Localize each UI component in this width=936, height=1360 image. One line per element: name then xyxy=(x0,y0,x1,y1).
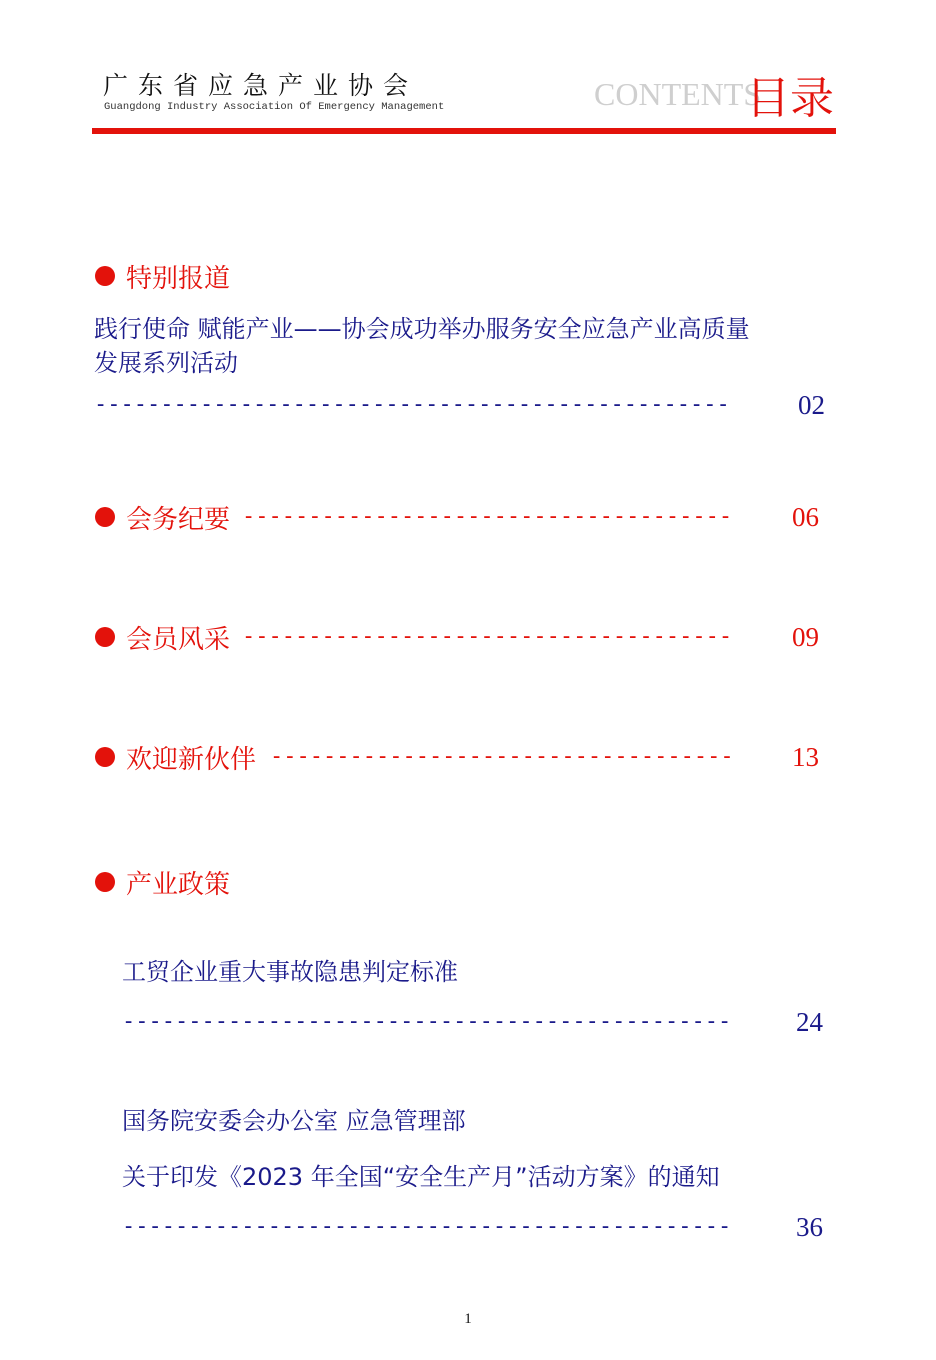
toc-leader-dashes: ----------------------------------- xyxy=(270,744,734,769)
toc-leader-dashes: ------------------------------------- xyxy=(242,504,733,529)
bullet-icon xyxy=(95,872,115,892)
footer-page-number: 1 xyxy=(464,1311,472,1327)
toc-page-number: 06 xyxy=(792,502,819,532)
org-name-cn: 广东省应急产业协会 xyxy=(103,71,419,100)
toc-page-number: 09 xyxy=(792,622,819,652)
bullet-icon xyxy=(95,266,115,286)
bullet-icon xyxy=(95,747,115,767)
bullet-icon xyxy=(95,507,115,527)
section-title-meetings[interactable]: 会务纪要 xyxy=(126,505,231,535)
contents-label-cn: 目录 xyxy=(746,73,834,124)
toc-page-number: 24 xyxy=(796,1007,823,1037)
toc-page-number: 36 xyxy=(796,1212,823,1242)
toc-page-number: 13 xyxy=(792,742,819,772)
toc-leader-dashes: ---------------------------------------------- xyxy=(122,1214,732,1239)
toc-item-policy-2-line1[interactable]: 国务院安委会办公室 应急管理部 xyxy=(122,1107,466,1135)
toc-item-policy-1[interactable]: 工贸企业重大事故隐患判定标准 xyxy=(122,958,458,986)
bullet-icon xyxy=(95,627,115,647)
contents-label-en: CONTENTS xyxy=(594,76,762,112)
section-title-policy[interactable]: 产业政策 xyxy=(126,870,231,900)
section-title-new-partners[interactable]: 欢迎新伙伴 xyxy=(126,745,257,775)
section-title-special-report[interactable]: 特别报道 xyxy=(126,264,231,294)
section-title-members[interactable]: 会员风采 xyxy=(126,625,231,655)
toc-leader-dashes: ---------------------------------------------- xyxy=(122,1009,732,1034)
toc-leader-dashes: ------------------------------------------------ xyxy=(94,392,730,417)
org-name-en: Guangdong Industry Association Of Emergency Management xyxy=(104,101,445,113)
toc-leader-dashes: ------------------------------------- xyxy=(242,624,733,649)
toc-item-special-report-line2[interactable]: 发展系列活动 xyxy=(94,349,238,377)
header-rule xyxy=(92,128,836,134)
toc-item-policy-2-line2[interactable]: 关于印发《2023 年全国“安全生产月”活动方案》的通知 xyxy=(122,1163,720,1191)
toc-page-number: 02 xyxy=(798,390,825,420)
toc-item-special-report-line1[interactable]: 践行使命 赋能产业——协会成功举办服务安全应急产业高质量 xyxy=(94,315,750,343)
